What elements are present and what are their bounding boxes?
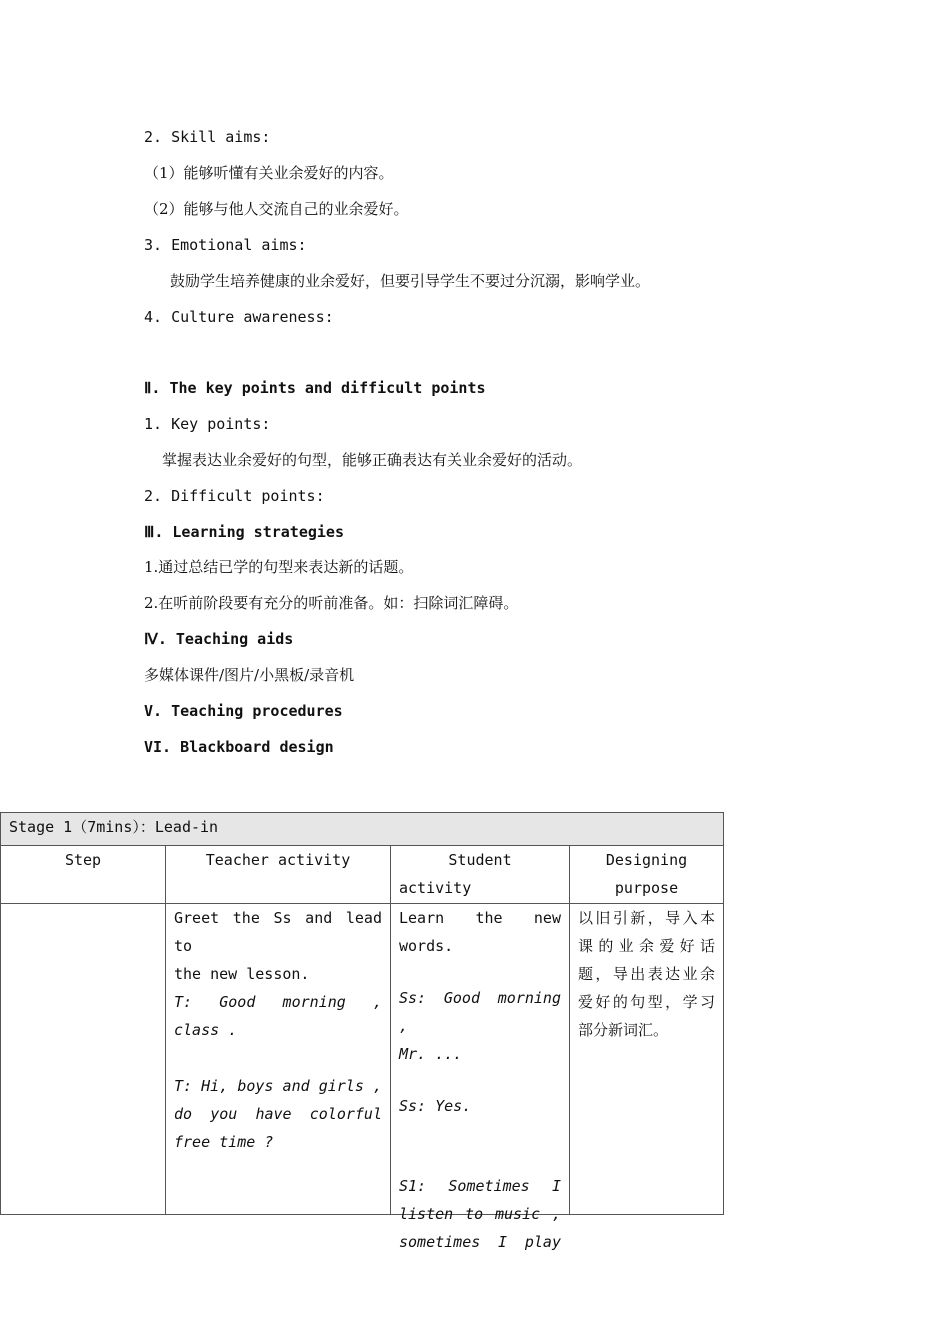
culture-awareness-heading: 4. Culture awareness:	[144, 308, 334, 326]
designing-purpose-cell	[570, 904, 724, 1215]
teacher-activity-cell	[166, 904, 391, 1215]
student-line: sometimes I play	[399, 1233, 561, 1251]
student-line: Learn the new	[399, 909, 561, 927]
header-student-line-1: Student	[448, 851, 512, 869]
teaching-procedures-title: V. Teaching procedures	[144, 702, 343, 720]
key-points-label: 1. Key points:	[144, 415, 271, 433]
table-row	[1, 904, 724, 1215]
learning-strategies-title: Ⅲ. Learning strategies	[144, 523, 344, 541]
stage-title: Stage 1（7mins）：Lead-in	[1, 813, 724, 846]
teacher-line: do you have colorful	[174, 1105, 382, 1123]
teacher-line: T: Good morning ,	[174, 993, 382, 1011]
key-points-title: Ⅱ. The key points and difficult points	[144, 379, 486, 397]
skill-aims-heading: 2. Skill aims:	[144, 128, 271, 146]
purpose-line: 部分新词汇。	[578, 1021, 669, 1039]
teacher-line: Greet the Ss and lead to	[174, 909, 382, 955]
header-student-line-2: activity	[399, 879, 472, 897]
student-line: Ss: Good morning ,	[399, 989, 561, 1035]
header-student-activity	[391, 846, 570, 904]
teaching-aids-title: Ⅳ. Teaching aids	[144, 630, 294, 648]
header-designing-purpose	[570, 846, 724, 904]
teacher-line: free time ?	[174, 1133, 274, 1151]
teaching-aids-text: 多媒体课件/图片/小黑板/录音机	[144, 666, 355, 684]
header-step: Step	[1, 846, 166, 904]
purpose-line: 以旧引新，导入本	[578, 909, 716, 927]
header-purpose-line-1: Designing	[605, 851, 688, 869]
teacher-line: the new lesson.	[174, 965, 310, 983]
student-line: S1: Sometimes I	[399, 1177, 561, 1195]
student-line: listen to music ,	[399, 1205, 561, 1223]
teacher-line: class .	[174, 1021, 238, 1039]
header-purpose-line-2: purpose	[614, 879, 679, 897]
header-row	[1, 846, 724, 904]
skill-aim-1: （1）能够听懂有关业余爱好的内容。	[144, 164, 394, 182]
purpose-line: 爱好的句型，学习	[578, 993, 716, 1011]
difficult-points-label: 2. Difficult points:	[144, 487, 325, 505]
emotional-aims-heading: 3. Emotional aims:	[144, 236, 307, 254]
learning-strategy-2: 2.在听前阶段要有充分的听前准备。如：扫除词汇障碍。	[144, 594, 519, 612]
purpose-line: 课的业余爱好话	[578, 937, 716, 955]
emotional-aims-text: 鼓励学生培养健康的业余爱好，但要引导学生不要过分沉溺，影响学业。	[170, 272, 651, 290]
lesson-plan-table	[0, 812, 724, 1251]
student-line: Mr. ...	[399, 1045, 463, 1063]
stage-row	[1, 813, 724, 846]
blackboard-design-title: VI. Blackboard design	[144, 738, 334, 756]
student-line: words.	[399, 937, 454, 955]
step-cell	[1, 904, 166, 1215]
teacher-line: T: Hi, boys and girls ,	[174, 1077, 382, 1095]
student-activity-cell	[391, 904, 570, 1251]
purpose-line: 题，导出表达业余	[578, 965, 716, 983]
learning-strategy-1: 1.通过总结已学的句型来表达新的话题。	[144, 558, 414, 576]
student-line: Ss: Yes.	[399, 1097, 472, 1115]
header-teacher-activity: Teacher activity	[166, 846, 391, 904]
key-points-text: 掌握表达业余爱好的句型，能够正确表达有关业余爱好的活动。	[162, 451, 583, 469]
skill-aim-2: （2）能够与他人交流自己的业余爱好。	[144, 200, 409, 218]
